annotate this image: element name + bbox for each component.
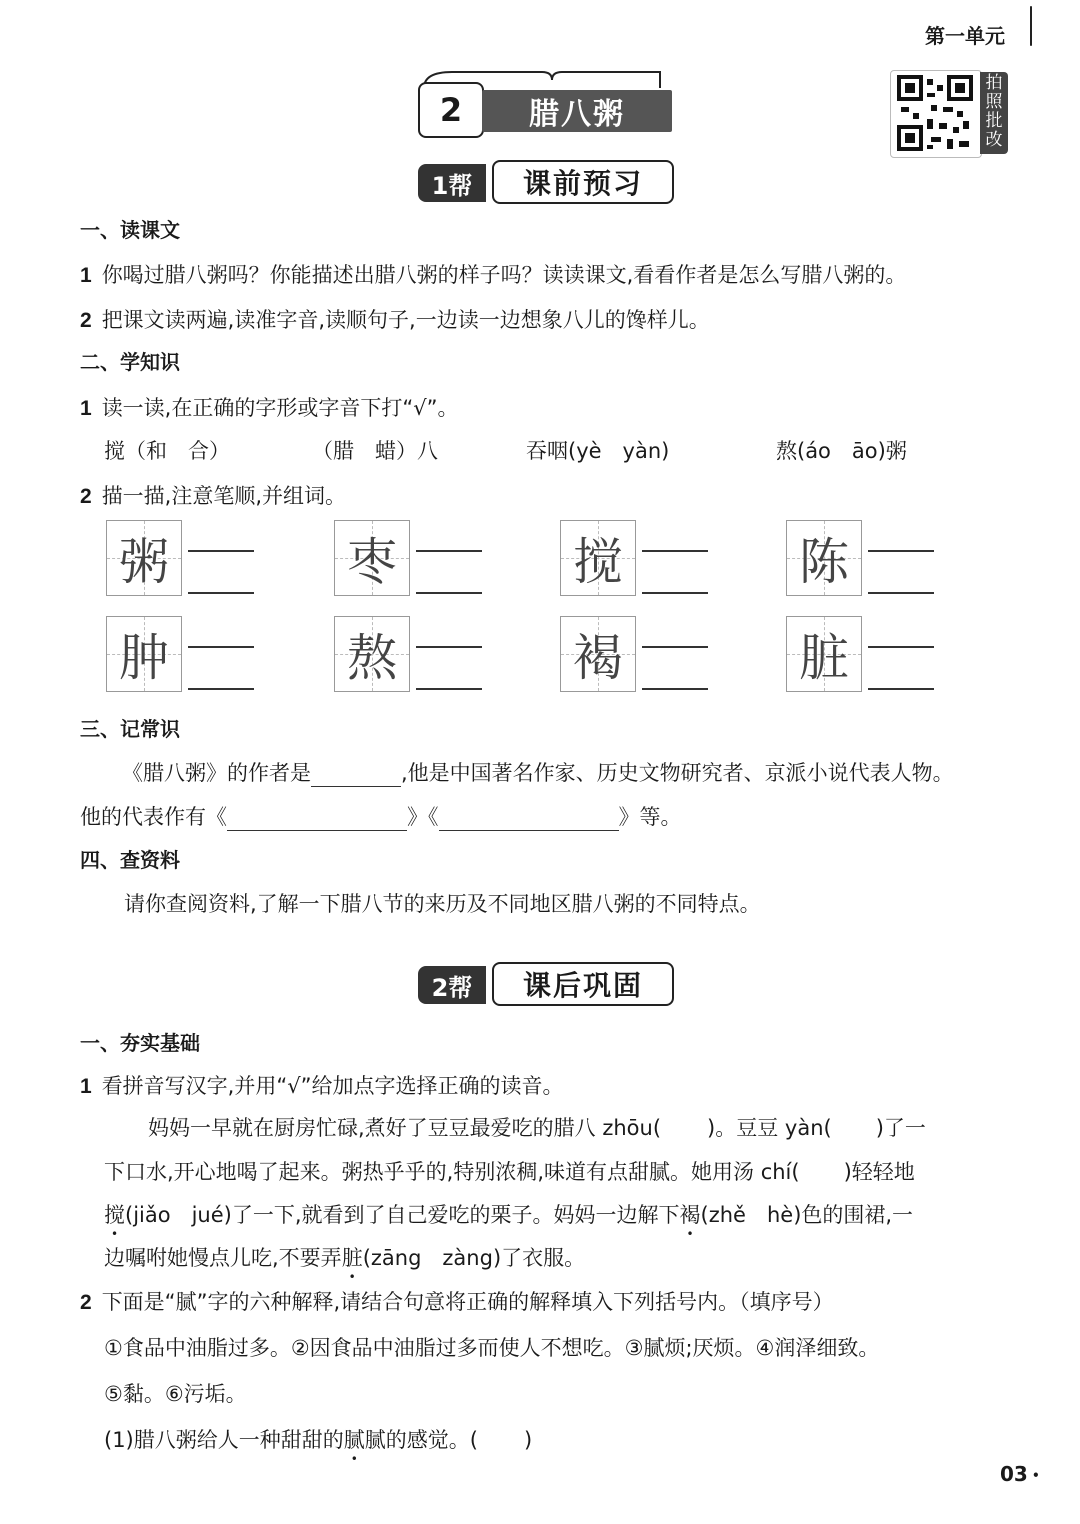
badge-title: 课后巩固 xyxy=(492,962,674,1006)
answer-blank[interactable] xyxy=(416,688,482,690)
definition-line: ⑤黏。⑥污垢。 xyxy=(104,1382,247,1406)
answer-blank[interactable] xyxy=(868,550,934,552)
answer-blank[interactable] xyxy=(416,592,482,594)
answer-blank[interactable] xyxy=(642,646,708,648)
choice-item[interactable]: （腊 蜡）八 xyxy=(312,439,438,463)
section-badge-review xyxy=(418,962,674,1006)
writing-grid: 熬 xyxy=(334,616,410,692)
badge-number: 2帮 xyxy=(418,966,486,1004)
writing-grid: 粥 xyxy=(106,520,182,596)
answer-blank[interactable] xyxy=(188,688,254,690)
writing-grid: 肿 xyxy=(106,616,182,692)
choice-item[interactable]: 熬(áo āo)粥 xyxy=(776,439,907,463)
bullet-icon: • xyxy=(1027,1468,1040,1483)
writing-grid: 脏 xyxy=(786,616,862,692)
answer-blank[interactable] xyxy=(439,806,619,831)
answer-blank[interactable] xyxy=(188,550,254,552)
qr-code-icon xyxy=(891,71,979,155)
writing-grid: 搅 xyxy=(560,520,636,596)
definition-line: ①食品中油脂过多。②因食品中油脂过多而使人不想吃。③腻烦;厌烦。④润泽细致。 xyxy=(104,1336,880,1360)
sub-question-line: (1)腊八粥给人一种甜甜的腻腻的感觉。( ) xyxy=(104,1428,533,1452)
question-line: 1 读一读,在正确的字形或字音下打“√”。 xyxy=(80,396,459,420)
passage-line: 妈妈一早就在厨房忙碌,煮好了豆豆最爱吃的腊八 zhōu( )。豆豆 yàn( )了一 xyxy=(148,1116,926,1140)
answer-blank[interactable] xyxy=(642,592,708,594)
question-line: 2 描一描,注意笔顺,并组词。 xyxy=(80,484,347,508)
passage-line: 搅(jiǎo jué)了一下,就看到了自己爱吃的栗子。妈妈一边解下褐(zhě hè)色的围裙,一 xyxy=(104,1203,914,1227)
section-badge-preview xyxy=(418,160,674,204)
qr-code[interactable] xyxy=(890,70,982,158)
page-edge-line xyxy=(1030,6,1032,46)
heading-look-up: 四、查资料 xyxy=(80,848,180,872)
fill-line: 他的代表作有《 》《 》等。 xyxy=(80,805,682,829)
question-line: 1 看拼音写汉字,并用“√”给加点字选择正确的读音。 xyxy=(80,1074,564,1098)
answer-blank[interactable] xyxy=(311,762,401,787)
choice-item[interactable]: 搅（和 合） xyxy=(104,439,230,463)
photo-grade-label: 拍照批改 xyxy=(980,72,1008,154)
answer-blank[interactable] xyxy=(868,646,934,648)
badge-number: 1帮 xyxy=(418,164,486,202)
answer-blank[interactable] xyxy=(642,688,708,690)
writing-grid: 枣 xyxy=(334,520,410,596)
answer-blank[interactable] xyxy=(188,646,254,648)
heading-read-text: 一、读课文 xyxy=(80,218,180,242)
heading-basics: 一、夯实基础 xyxy=(80,1031,200,1055)
page-number: 03 • xyxy=(1000,1462,1040,1486)
unit-label: 第一单元 xyxy=(925,24,1005,48)
heading-learn-knowledge: 二、学知识 xyxy=(80,350,180,374)
answer-blank[interactable] xyxy=(188,592,254,594)
answer-blank[interactable] xyxy=(868,592,934,594)
choice-item[interactable]: 吞咽(yè yàn) xyxy=(526,439,670,463)
writing-grid: 褐 xyxy=(560,616,636,692)
heading-common-knowledge: 三、记常识 xyxy=(80,717,180,741)
question-line: 1 你喝过腊八粥吗？你能描述出腊八粥的样子吗？读读课文,看看作者是怎么写腊八粥的。 xyxy=(80,263,907,287)
writing-grid: 陈 xyxy=(786,520,862,596)
lesson-title-banner xyxy=(418,70,674,136)
passage-line: 下口水,开心地喝了起来。粥热乎乎的,特别浓稠,味道有点甜腻。她用汤 chí( )轻轻地 xyxy=(104,1160,915,1184)
passage-line: 边嘱咐她慢点儿吃,不要弄脏(zāng zàng)了衣服。 xyxy=(104,1246,586,1270)
badge-title: 课前预习 xyxy=(492,160,674,204)
answer-blank[interactable] xyxy=(416,550,482,552)
instruction-line: 请你查阅资料,了解一下腊八节的来历及不同地区腊八粥的不同特点。 xyxy=(124,892,761,916)
question-line: 2 把课文读两遍,读准字音,读顺句子,一边读一边想象八儿的馋样儿。 xyxy=(80,308,710,332)
lesson-title: 腊八粥 xyxy=(482,90,672,132)
answer-blank[interactable] xyxy=(868,688,934,690)
answer-blank[interactable] xyxy=(642,550,708,552)
answer-blank[interactable] xyxy=(416,646,482,648)
question-line: 2 下面是“腻”字的六种解释,请结合句意将正确的解释填入下列括号内。（填序号） xyxy=(80,1290,834,1314)
fill-line: 《腊八粥》的作者是 ,他是中国著名作家、历史文物研究者、京派小说代表人物。 xyxy=(122,761,954,785)
answer-blank[interactable] xyxy=(227,806,407,831)
lesson-number: 2 xyxy=(418,82,484,138)
